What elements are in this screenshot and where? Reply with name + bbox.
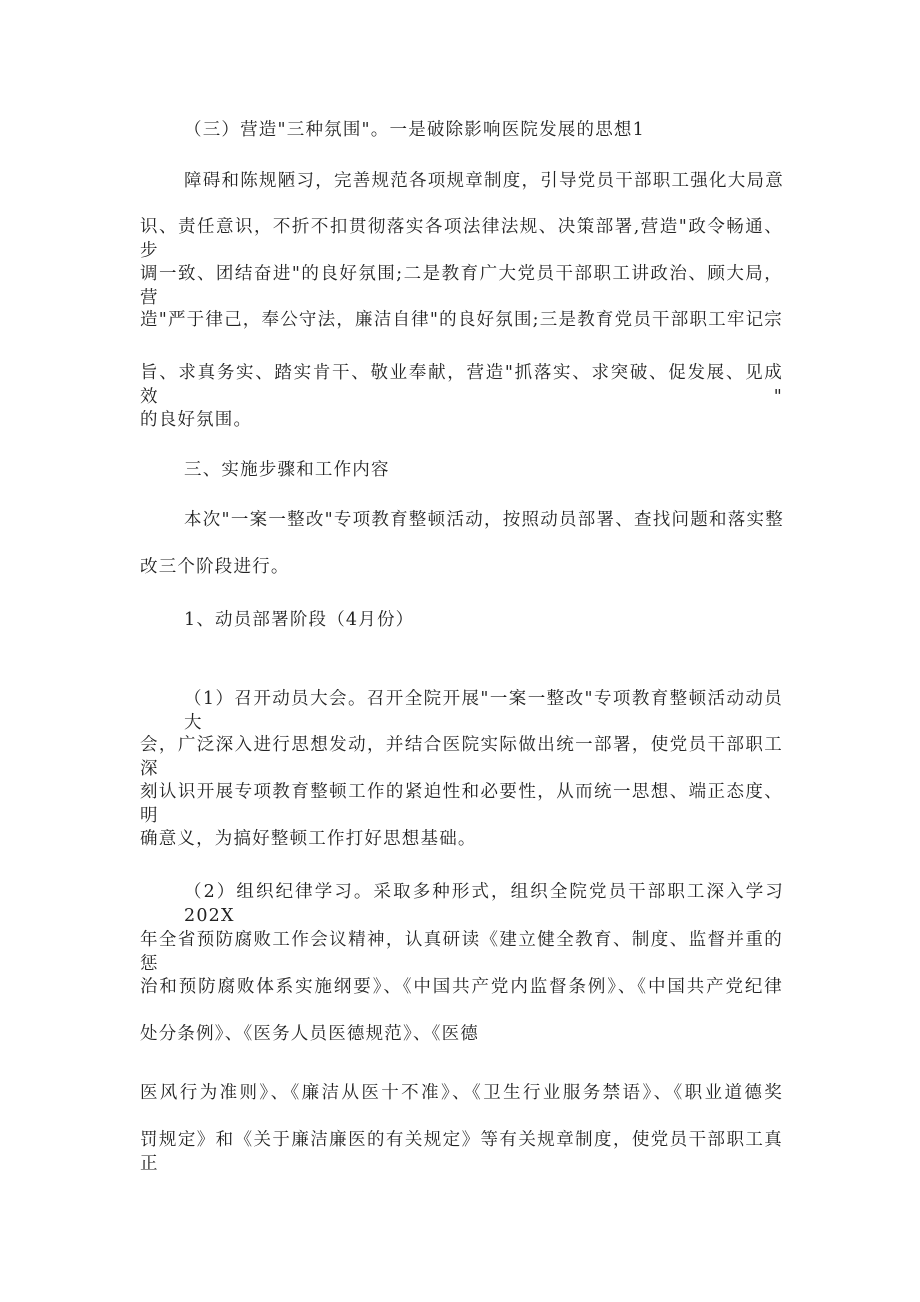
subsection-heading: 1、动员部署阶段（4月份）	[184, 610, 415, 630]
paragraph-line-17: 处分条例》、《医务人员医德规范》、《医德	[140, 1024, 479, 1044]
paragraph-line-16: 治和预防腐败体系实施纲要》、《中国共产党内监督条例》、《中国共产党纪律	[140, 977, 783, 997]
paragraph-line-14: （2）组织纪律学习。采取多种形式，组织全院党员干部职工深入学习202X	[184, 882, 784, 926]
paragraph-line-10: （1）召开动员大会。召开全院开展"一案一整改"专项教育整顿活动动员大	[184, 689, 783, 733]
paragraph-line-1: （三）营造"三种氛围"。一是破除影响医院发展的思想1	[184, 120, 645, 140]
paragraph-line-5: 造"严于律己，奉公守法，廉洁自律"的良好氛围;三是教育党员干部职工牢记宗	[140, 310, 783, 330]
paragraph-line-3: 识、责任意识，不折不扣贯彻落实各项法律法规、决策部署,营造"政令畅通、步	[140, 217, 783, 261]
paragraph-line-11: 会，广泛深入进行思想发动，并结合医院实际做出统一部署，使党员干部职工深	[140, 735, 783, 779]
paragraph-line-4: 调一致、团结奋进"的良好氛围;二是教育广大党员干部职工讲政治、顾大局，营	[140, 264, 783, 308]
paragraph-line-8: 本次"一案一整改"专项教育整顿活动，按照动员部署、查找问题和落实整	[184, 510, 784, 530]
paragraph-line-12: 刻认识开展专项教育整顿工作的紧迫性和必要性，从而统一思想、端正态度、明	[140, 782, 783, 826]
paragraph-line-19: 罚规定》和《关于廉洁廉医的有关规定》等有关规章制度，使党员干部职工真正	[140, 1130, 783, 1174]
paragraph-line-9: 改三个阶段进行。	[140, 557, 290, 577]
paragraph-line-7: 的良好氛围。	[140, 410, 253, 430]
paragraph-line-6: 旨、求真务实、踏实肯干、敬业奉献，营造"抓落实、求突破、促发展、见成效"	[140, 363, 783, 407]
paragraph-line-13: 确意义，为搞好整顿工作打好思想基础。	[140, 829, 477, 849]
paragraph-line-2: 障碍和陈规陋习，完善规范各项规章制度，引导党员干部职工强化大局意	[184, 171, 784, 191]
paragraph-line-18: 医风行为准则》、《廉洁从医十不准》、《卫生行业服务禁语》、《职业道德奖	[140, 1083, 783, 1103]
paragraph-line-15: 年全省预防腐败工作会议精神，认真研读《建立健全教育、制度、监督并重的惩	[140, 930, 783, 974]
section-heading: 三、实施步骤和工作内容	[184, 460, 390, 480]
